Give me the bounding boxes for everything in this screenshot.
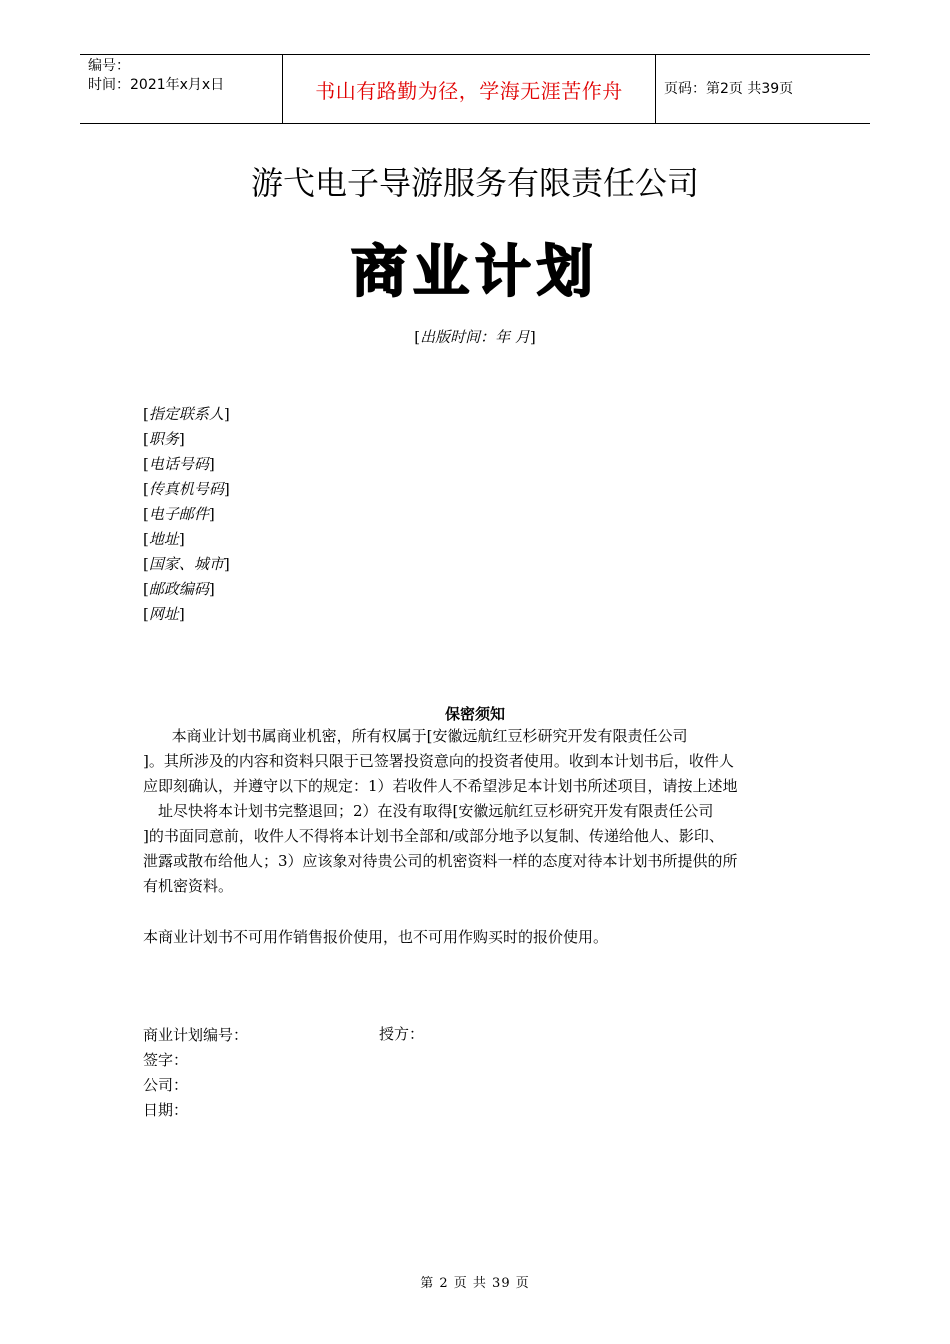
page-footer: 第 2 页 共 39 页 xyxy=(420,1276,530,1291)
contact-field: [电话号码] xyxy=(143,455,215,473)
header-divider xyxy=(655,55,656,123)
confidentiality-title: 保密须知 xyxy=(444,705,505,723)
confidentiality-line: ]的书面同意前，收件人不得将本计划书全部和/或部分地予以复制、传递给他人、影印、 xyxy=(143,827,724,845)
bracket-close: ] xyxy=(529,328,536,346)
header-page-info: 页码：第2页 共39页 xyxy=(664,81,794,97)
document-number-label: 编号： xyxy=(88,58,130,74)
publish-date xyxy=(0,326,950,347)
plan-number-label: 商业计划编号： xyxy=(143,1026,249,1044)
confidentiality-line: 应即刻确认，并遵守以下的规定：1）若收件人不希望涉足本计划书所述项目，请按上述地 xyxy=(143,777,738,795)
publish-date-text: 出版时间：年 月 xyxy=(420,328,530,346)
bracket-open: [ xyxy=(414,328,421,346)
date-label: 日期： xyxy=(143,1101,189,1119)
contact-field: [传真机号码] xyxy=(143,480,230,498)
confidentiality-line: 址尽快将本计划书完整退回；2）在没有取得[安徽远航红豆杉研究开发有限责任公司 xyxy=(158,802,714,820)
header-motto: 书山有路勤为径，学海无涯苦作舟 xyxy=(315,79,623,103)
confidentiality-line: ]。其所涉及的内容和资料只限于已签署投资意向的投资者使用。收到本计划书后，收件人 xyxy=(143,752,734,770)
contact-field: [指定联系人] xyxy=(143,405,230,423)
contact-field: [职务] xyxy=(143,430,185,448)
contact-field: [邮政编码] xyxy=(143,580,215,598)
confidentiality-line: 有机密资料。 xyxy=(143,877,234,895)
document-time-label: 时间：2021年x月x日 xyxy=(88,77,225,93)
contact-field: [电子邮件] xyxy=(143,505,215,523)
header-meta xyxy=(88,57,224,95)
confidentiality-line: 本商业计划书属商业机密，所有权属于[安徽远航红豆杉研究开发有限责任公司 xyxy=(143,727,688,745)
page-header xyxy=(80,54,870,124)
confidentiality-line: 泄露或散布给他人；3）应该象对待贵公司的机密资料一样的态度对待本计划书所提供的所 xyxy=(143,852,738,870)
company-label: 公司： xyxy=(143,1076,189,1094)
contact-field: [国家、城市] xyxy=(143,555,230,573)
document-title: 商业计划 xyxy=(351,240,599,305)
signature-block xyxy=(143,1023,248,1123)
contact-fields xyxy=(143,402,230,627)
company-name: 游弋电子导游服务有限责任公司 xyxy=(250,164,699,202)
sign-label: 签字： xyxy=(143,1051,189,1069)
grantee-label: 授方： xyxy=(379,1025,425,1043)
usage-note: 本商业计划书不可用作销售报价使用，也不可用作购买时的报价使用。 xyxy=(143,928,609,946)
contact-field: [网址] xyxy=(143,605,185,623)
contact-field: [地址] xyxy=(143,530,185,548)
